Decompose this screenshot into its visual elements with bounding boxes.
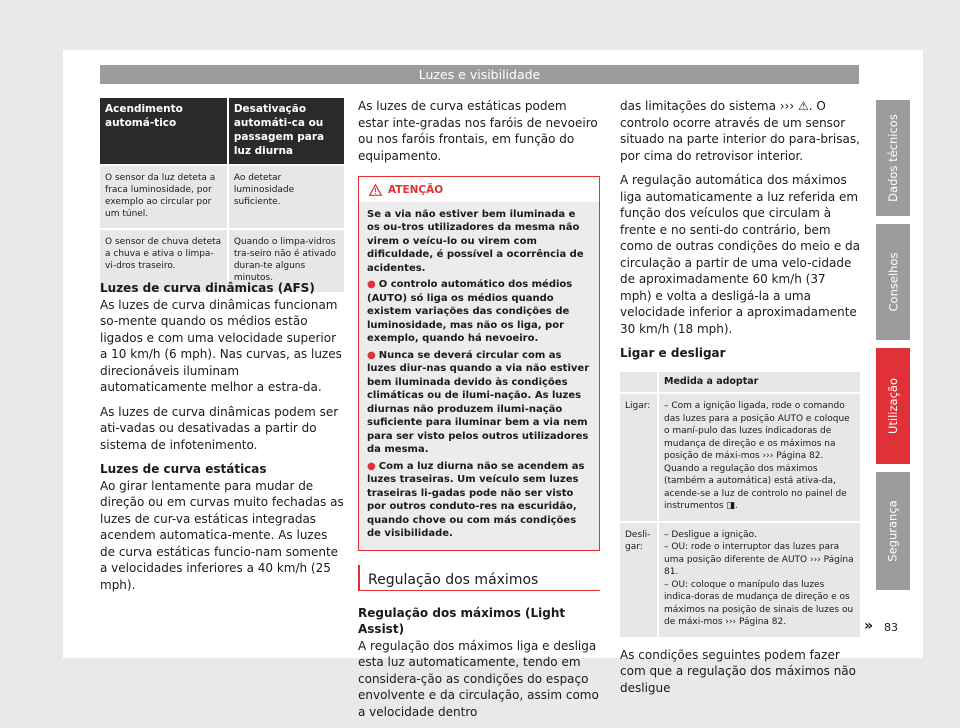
warning-item <box>367 349 591 457</box>
table-header: Acendimento automá-tico <box>100 98 228 165</box>
tab-label: Conselhos <box>886 252 900 312</box>
section-heading <box>358 565 600 591</box>
table-cell: O sensor da luz deteta a fraca luminosidade, por exemplo ao circular por um túnel. <box>100 165 228 229</box>
tab-utilizacao[interactable] <box>876 348 910 464</box>
tab-conselhos[interactable] <box>876 224 910 340</box>
warning-header <box>359 177 599 202</box>
continue-icon: » <box>864 618 874 634</box>
warning-item-text: Nunca se deverá circular com as luzes diur-nas quando a via não estiver bem iluminada devido às condições climáticas ou de ilumi-nação. As luzes diurnas não produzem ilumi-nação suficiente para iluminar bem a via nem para ser visto pelos outros utilizadores da mesma. <box>367 349 590 455</box>
column-3 <box>620 98 860 704</box>
warning-box <box>358 176 600 551</box>
assist-title: Regulação dos máximos (Light Assist) <box>358 605 566 636</box>
static-title: Luzes de curva estáticas <box>100 462 267 476</box>
col2-paragraph-1: As luzes de curva estáticas podem estar inte-gradas nos faróis de nevoeiro ou nos faróis frontais, em função do equipamento. <box>358 99 598 163</box>
row-label: Ligar: <box>620 393 658 522</box>
table-row <box>100 165 344 229</box>
warning-item-text: O controlo automático dos médios (AUTO) só liga os médios quando existem variações das condições de luminosidade, mas não os liga, por exemplo, quando há nevoeiro. <box>367 279 573 344</box>
section-bar <box>358 565 360 591</box>
tab-label: Segurança <box>886 500 900 562</box>
table-cell: Ao detetar luminosidade suficiente. <box>228 165 344 229</box>
static-paragraph: Ao girar lentamente para mudar de direção ou em curvas muito fechadas as luzes de cur-va estáticas integradas acendem automatica-mente. As luzes de curva estáticas funcio-nam somente a velocidades inferiores a 40 km/h (25 mph). <box>100 478 344 592</box>
bullet-icon: ● <box>367 279 376 290</box>
table-cell: O sensor de chuva deteta a chuva e ativa o limpa-vi-dros traseiro. <box>100 229 228 292</box>
table-header: Desativação automáti-ca ou passagem para luz diurna <box>228 98 344 165</box>
table-row <box>620 393 860 522</box>
warning-icon <box>369 184 382 196</box>
table-header-empty <box>620 372 658 394</box>
bullet-icon: ● <box>367 349 376 361</box>
warning-item-text: Com a luz diurna não se acendem as luzes traseiras. Um veículo sem luzes traseiras li-gadas pode não ser visto por outros conduto-res na escuridão, quando chove ou com más condições de visibilidade. <box>367 460 585 539</box>
table-header: Medida a adoptar <box>658 372 860 394</box>
on-off-table <box>620 372 860 637</box>
column-2 <box>358 98 600 728</box>
table-row <box>620 522 860 637</box>
row-label: Desli-gar: <box>620 522 658 637</box>
row-text: – Com a ignição ligada, rode o comando das luzes para a posição AUTO e coloque o maní-pulo das luzes indicadoras de mudança de direção e os máximos na posição de máxi-mos ››› Página 82. Quando a regulação dos máximos (também a automática) está ativa-da, acende-se a luz de controlo no painel de instrumentos ◨. <box>658 393 860 522</box>
afs-paragraph-1: As luzes de curva dinâmicas funcionam so-mente quando os médios estão ligados e com uma velocidade superior a 10 km/h (6 mph). Nas curvas, as luzes direcionáveis iluminam automaticamente melhor a estra-da. <box>100 297 342 394</box>
column-1 <box>100 98 344 601</box>
warning-label: ATENÇÃO <box>388 184 444 196</box>
col3-paragraph-2: A regulação automática dos máximos liga automaticamente a luz referida em função dos veículos que circulam à frente e no senti-do contrário, bem como de outras condições do meio e da circulação a partir de uma velo-cidade de aproximadamente 60 km/h (37 mph) e volta a desligá-la a uma velocidade inferior a aproximadamente 30 km/h (18 mph). <box>620 173 860 336</box>
auto-light-table <box>100 98 344 292</box>
page-number: 83 <box>884 621 898 634</box>
page-header: Luzes e visibilidade <box>100 65 859 84</box>
warning-body <box>359 202 599 550</box>
col3-paragraph-3: As condições seguintes podem fazer com que a regulação dos máximos não desligue <box>620 647 857 695</box>
tab-label: Dados técnicos <box>886 114 901 202</box>
row-text: – Desligue a ignição. – OU: rode o interruptor das luzes para uma posição diferente de AUTO ››› Página 81. – OU: coloque o manípulo das luzes indica-doras de mudança de direção e os máximos na posição de sinais de luzes ou de máxi-mos ››› Página 82. <box>658 522 860 637</box>
tab-label: Utilização <box>886 377 901 435</box>
warning-intro: Se a via não estiver bem iluminada e os ou-tros utilizadores da mesma não virem o veícu-lo ou virem com dificuldade, é possível a ocorrência de acidentes. <box>367 208 584 274</box>
warning-item <box>367 278 591 346</box>
bullet-icon: ● <box>367 460 376 472</box>
afs-paragraph-2: As luzes de curva dinâmicas podem ser ati-vadas ou desativadas a partir do sistema de infotenimento. <box>100 404 339 452</box>
col3-paragraph-1: das limitações do sistema ››› ⚠. O controlo ocorre através de um sensor situado na parte interior do para-brisas, por cima do retrovisor interior. <box>620 99 860 163</box>
assist-paragraph: A regulação dos máximos liga e desliga esta luz automaticamente, tendo em considera-ção as condições do espaço envolvente e da circulação, assim como a velocidade dentro <box>358 638 599 719</box>
section-rule <box>358 590 600 591</box>
warning-item <box>367 460 591 541</box>
afs-title: Luzes de curva dinâmicas (AFS) <box>100 281 315 295</box>
on-off-title: Ligar e desligar <box>620 346 726 360</box>
table-cell: Quando o limpa-vidros tra-seiro não é ativado duran-te alguns minutos. <box>228 229 344 292</box>
section-title: Regulação dos máximos <box>368 571 539 588</box>
tab-dados-tecnicos[interactable] <box>876 100 910 216</box>
tab-seguranca[interactable] <box>876 472 910 590</box>
